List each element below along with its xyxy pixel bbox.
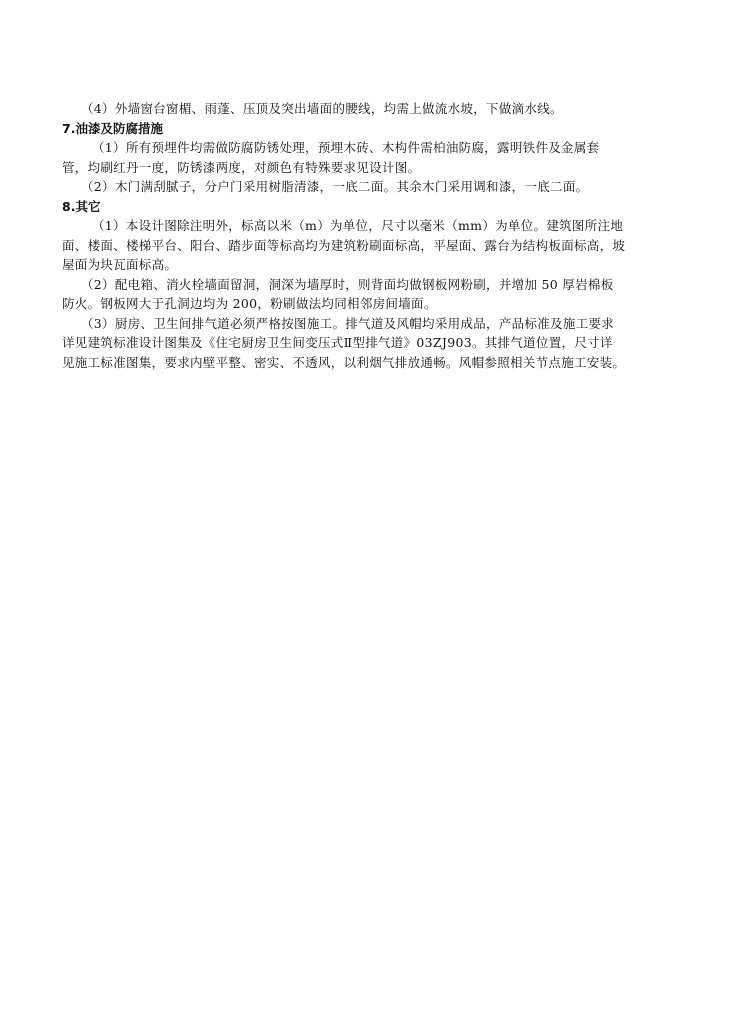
s8-paragraph-2-line-2: 防火。钢板网大于孔洞边均为 200，粉刷做法均同相邻房间墙面。 [62,296,437,311]
s8-paragraph-3-line-2: 详见建筑标准设计图集及《住宅厨房卫生间变压式Ⅱ型排气道》03ZJ903。其排气道位置，尺寸详 [62,335,613,350]
s8-paragraph-1-line-1: （1）本设计图除注明外，标高以米（m）为单位，尺寸以毫米（mm）为单位。建筑图所注地 [92,218,624,233]
s8-paragraph-3-line-3: 见施工标准图集，要求内壁平整、密实、不透风，以利烟气排放通畅。风帽参照相关节点施工安装。 [62,354,626,370]
section-7-heading: 7.油漆及防腐措施 [62,120,163,136]
s8-paragraph-1-line-3: 屋面为块瓦面标高。 [62,257,178,272]
s8-paragraph-1-line-2: 面、楼面、楼梯平台、阳台、踏步面等标高均为建筑粉刷面标高，平屋面、露台为结构板面标高，坡 [62,237,626,253]
s8-paragraph-3-line-1: （3）厨房、卫生间排气道必须严格按图施工。排气道及风帽均采用成品，产品标准及施工要求 [81,315,615,331]
s8-paragraph-2-line-1: （2）配电箱、消火栓墙面留洞，洞深为墙厚时，则背面均做钢板网粉刷，并增加 50 厚岩棉板 [81,276,614,292]
document-body [62,99,702,372]
section-8-heading: 8.其它 [62,198,101,214]
paragraph-4-line-1: （4）外墙窗台窗楣、雨蓬、压顶及突出墙面的腰线，均需上做流水坡，下做滴水线。 [81,101,563,116]
s7-paragraph-1-line-1: （1）所有预埋件均需做防腐防锈处理，预埋木砖、木构件需柏油防腐，露明铁件及金属套 [92,140,600,155]
s7-paragraph-2: （2）木门满刮腻子，分户门采用树脂清漆，一底二面。其余木门采用调和漆，一底二面。 [81,179,589,194]
s7-paragraph-1-line-2: 管，均刷红丹一度，防锈漆两度，对颜色有特殊要求见设计图。 [62,159,421,175]
